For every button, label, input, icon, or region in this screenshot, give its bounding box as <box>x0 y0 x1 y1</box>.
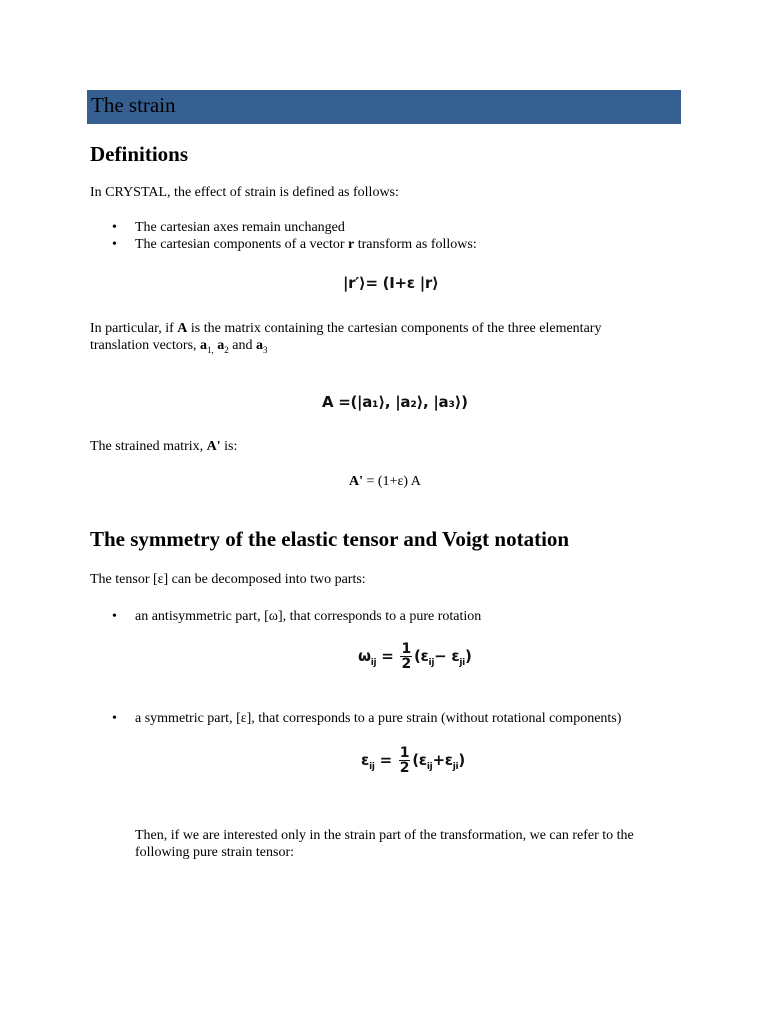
equation-matrix-A: A =(|a₁⟩, |a₂⟩, |a₃⟩) <box>322 393 468 411</box>
bullet-antisymmetric: an antisymmetric part, [ω], that corresponds to a pure rotation <box>135 609 482 624</box>
section-title: The strain <box>91 93 176 117</box>
equation-epsilon: $\varepsilon_{ij}$ = $\frac{1}{2}$ $(\varepsilon_{ij}+\varepsilon_{ji})$ <box>361 745 465 776</box>
equation-strained-matrix: A' = (1+ε) A <box>349 474 421 489</box>
heading-definitions: Definitions <box>90 142 189 166</box>
definitions-intro: In CRYSTAL, the effect of strain is defined as follows: <box>90 185 399 200</box>
equation-vector-transform: |r′⟩= (I+ε |r⟩ <box>343 274 439 292</box>
paragraph-matrix-A: In particular, if A is the matrix containing the cartesian components of the three elementary translation vectors, $a_{1,}$ $a_2$ and $a_3$ <box>90 321 602 355</box>
bullet-dot: • <box>112 220 117 235</box>
bullet-axes-unchanged: The cartesian axes remain unchanged <box>135 220 345 235</box>
bullet-dot: • <box>112 609 117 624</box>
equation-omega: $\omega_{ij}$ = $\frac{1}{2}$ $(\varepsilon_{ij}- \varepsilon_{ji})$ <box>358 641 472 672</box>
symmetry-intro: The tensor [ε] can be decomposed into two parts: <box>90 572 366 587</box>
bullet-vector-transform: The cartesian components of a vector r transform as follows: <box>135 237 477 252</box>
bullet-symmetric: a symmetric part, [ε], that corresponds to a pure strain (without rotational components) <box>135 711 622 726</box>
bullet-dot: • <box>112 711 117 726</box>
section-title-bar <box>87 90 681 124</box>
heading-symmetry: The symmetry of the elastic tensor and Voigt notation <box>90 527 570 551</box>
bullet-dot: • <box>112 237 117 252</box>
strained-matrix-text: The strained matrix, A' is: <box>90 439 238 454</box>
then-paragraph: Then, if we are interested only in the strain part of the transformation, we can refer to the following pure strain tensor: <box>135 828 634 860</box>
